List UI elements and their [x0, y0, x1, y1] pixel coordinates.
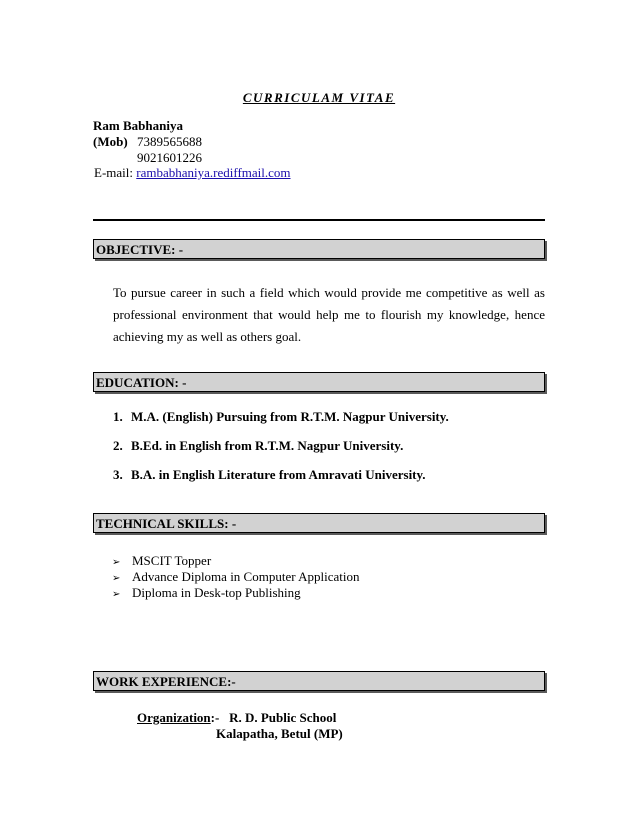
objective-text: To pursue career in such a field which would provide me competitive as well as professional environment that would help me to flourish my knowledge, hence achieving my as well as others goal. — [113, 285, 545, 344]
organization-separator: :- — [210, 710, 220, 725]
list-item — [113, 467, 449, 496]
email-row — [94, 165, 291, 181]
education-list — [113, 409, 449, 496]
skill-text: Advance Diploma in Computer Application — [132, 569, 360, 584]
item-number: 2. — [113, 438, 123, 453]
organization-row — [137, 710, 336, 726]
list-item — [112, 569, 359, 585]
candidate-name: Ram Babhaniya — [93, 118, 183, 133]
skill-text: Diploma in Desk-top Publishing — [132, 585, 301, 600]
header-divider — [93, 219, 545, 221]
item-number: 3. — [113, 467, 123, 482]
organization-location: Kalapatha, Betul (MP) — [216, 726, 343, 741]
skills-list — [112, 553, 359, 601]
skill-text: MSCIT Topper — [132, 553, 212, 568]
arrow-bullet-icon: ➢ — [112, 557, 121, 568]
item-number: 1. — [113, 409, 123, 424]
list-item — [112, 553, 359, 569]
item-text: B.Ed. in English from R.T.M. Nagpur University. — [131, 438, 404, 453]
education-heading: EDUCATION: - — [93, 372, 545, 392]
mobile-number-2: 9021601226 — [137, 150, 202, 165]
item-text: M.A. (English) Pursuing from R.T.M. Nagpur University. — [131, 409, 449, 424]
mobile-label: (Mob) — [93, 134, 128, 149]
objective-heading: OBJECTIVE: - — [93, 239, 545, 259]
document-title: CURRICULAM VITAE — [242, 90, 396, 105]
item-text: B.A. in English Literature from Amravati University. — [131, 467, 426, 482]
list-item — [112, 585, 359, 601]
work-experience-heading: WORK EXPERIENCE:- — [93, 671, 545, 691]
mobile-row — [93, 134, 202, 150]
email-label: E-mail: — [94, 165, 133, 180]
arrow-bullet-icon: ➢ — [112, 573, 121, 584]
organization-label: Organization — [137, 710, 211, 725]
email-link[interactable]: rambabhaniya.rediffmail.com — [136, 165, 291, 180]
mobile-number-1: 7389565688 — [137, 134, 202, 149]
arrow-bullet-icon: ➢ — [112, 589, 121, 600]
technical-skills-heading: TECHNICAL SKILLS: - — [93, 513, 545, 533]
list-item — [113, 409, 449, 438]
list-item — [113, 438, 449, 467]
organization-name: R. D. Public School — [229, 710, 337, 725]
